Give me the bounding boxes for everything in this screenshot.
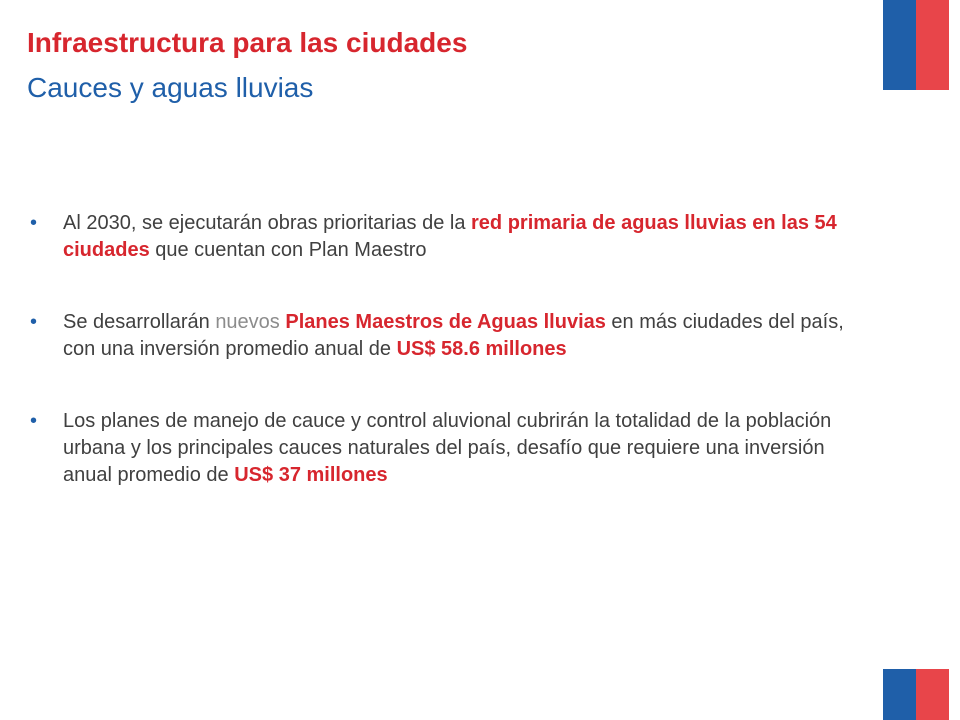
bullet-3-text: Los planes de manejo de cauce y control aluvional cubrirán la totalidad de la población urbana y los principales cauces naturales del país, desafío que requiere una inversión anual promedio de [63, 410, 832, 486]
bullet-2-highlight-plans: Planes Maestros de Aguas lluvias [285, 311, 606, 333]
bullet-item-3 [30, 408, 860, 489]
flag-stripe-bottom [883, 669, 949, 720]
bullet-1-text-end: que cuentan con Plan Maestro [149, 239, 427, 261]
flag-blue-band [883, 669, 916, 720]
flag-blue-band [883, 0, 916, 90]
bullet-3-highlight-amount: US$ 37 millones [234, 464, 388, 486]
bullet-1-text: Al 2030, se ejecutarán obras prioritarias de la [63, 212, 472, 234]
bullet-item-1 [30, 210, 860, 264]
slide-title: Infraestructura para las ciudades [27, 27, 468, 58]
slide-subtitle: Cauces y aguas lluvias [27, 72, 314, 103]
bullet-item-2 [30, 309, 860, 363]
bullet-1-highlight: red primaria de aguas lluvias en las 54 ciudades [63, 212, 837, 261]
bullet-2-highlight-amount: US$ 58.6 millones [396, 338, 567, 360]
bullet-2-text: Se desarrollarán [63, 311, 216, 333]
flag-red-band [916, 669, 949, 720]
bullet-2-muted-word: nuevos [215, 311, 280, 333]
flag-red-band [916, 0, 949, 90]
bullet-list [30, 210, 860, 534]
bullet-2-text-mid: en más ciudades del país, con una inversión promedio anual de [63, 311, 844, 360]
flag-stripe-top [883, 0, 949, 90]
